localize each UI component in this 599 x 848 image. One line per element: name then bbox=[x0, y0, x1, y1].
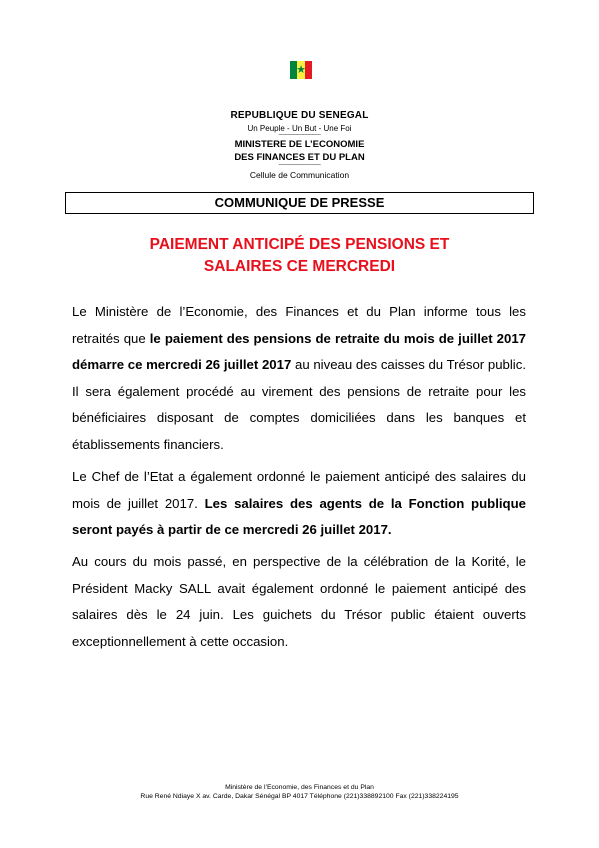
national-motto: Un Peuple - Un But - Une Foi bbox=[247, 124, 352, 133]
header-separator-2: ---------------------------- bbox=[278, 162, 321, 168]
paragraph-pensions-rest: au niveau des caisses du Trésor public. Il sera également procédé au virement des pensions de retraite pour les bénéficiaires disposant de comptes domiciliées dans les banques et établissements financiers. bbox=[72, 357, 526, 452]
paragraph-pensions-intro: Le Ministère de l’Economie, des Finances et du Plan informe tous les retraités que bbox=[72, 304, 526, 346]
header-separator: ---------------------------- bbox=[278, 132, 321, 138]
paragraph-salaries bbox=[72, 464, 526, 544]
republic-heading: REPUBLIQUE DU SENEGAL bbox=[230, 110, 369, 121]
paragraph-pensions-highlight: le paiement des pensions de retraite du mois de juillet 2017 démarre ce mercredi 26 juillet 2017 bbox=[72, 330, 527, 372]
ministry-name-line2: DES FINANCES ET DU PLAN bbox=[234, 152, 365, 163]
flag-star-icon: ★ bbox=[296, 64, 306, 76]
paragraph-salaries-intro: Le Chef de l’Etat a également ordonné le paiement anticipé des salaires du mois de juillet 2017. bbox=[72, 469, 526, 511]
press-title-line1: PAIEMENT ANTICIPÉ DES PENSIONS ET bbox=[149, 236, 450, 253]
senegal-flag-icon bbox=[290, 61, 312, 79]
paragraph-pensions bbox=[72, 299, 526, 458]
communication-cell: Cellule de Communication bbox=[249, 170, 350, 180]
footer-ministry: Ministère de l’Economie, des Finances et du Plan bbox=[225, 784, 374, 791]
ministry-name-line1: MINISTERE DE L’ECONOMIE bbox=[234, 139, 365, 150]
footer-address: Rue René Ndiaye X av. Carde, Dakar Sénégal BP 4017 Téléphone (221)338892100 Fax (221)338224195 bbox=[140, 793, 459, 800]
press-title-line2: SALAIRES CE MERCREDI bbox=[203, 258, 396, 275]
press-release-label: COMMUNIQUE DE PRESSE bbox=[65, 192, 534, 214]
paragraph-korite: Au cours du mois passé, en perspective de la célébration de la Korité, le Président Macky SALL avait également ordonné le paiement anticipé des salaires dès le 24 juin. Les guichets du Trésor public étaient ouverts exceptionnellement à cette occasion. bbox=[72, 554, 526, 649]
paragraph-salaries-highlight: Les salaires des agents de la Fonction publique seront payés à partir de ce mercredi 26 juillet 2017. bbox=[72, 495, 526, 537]
